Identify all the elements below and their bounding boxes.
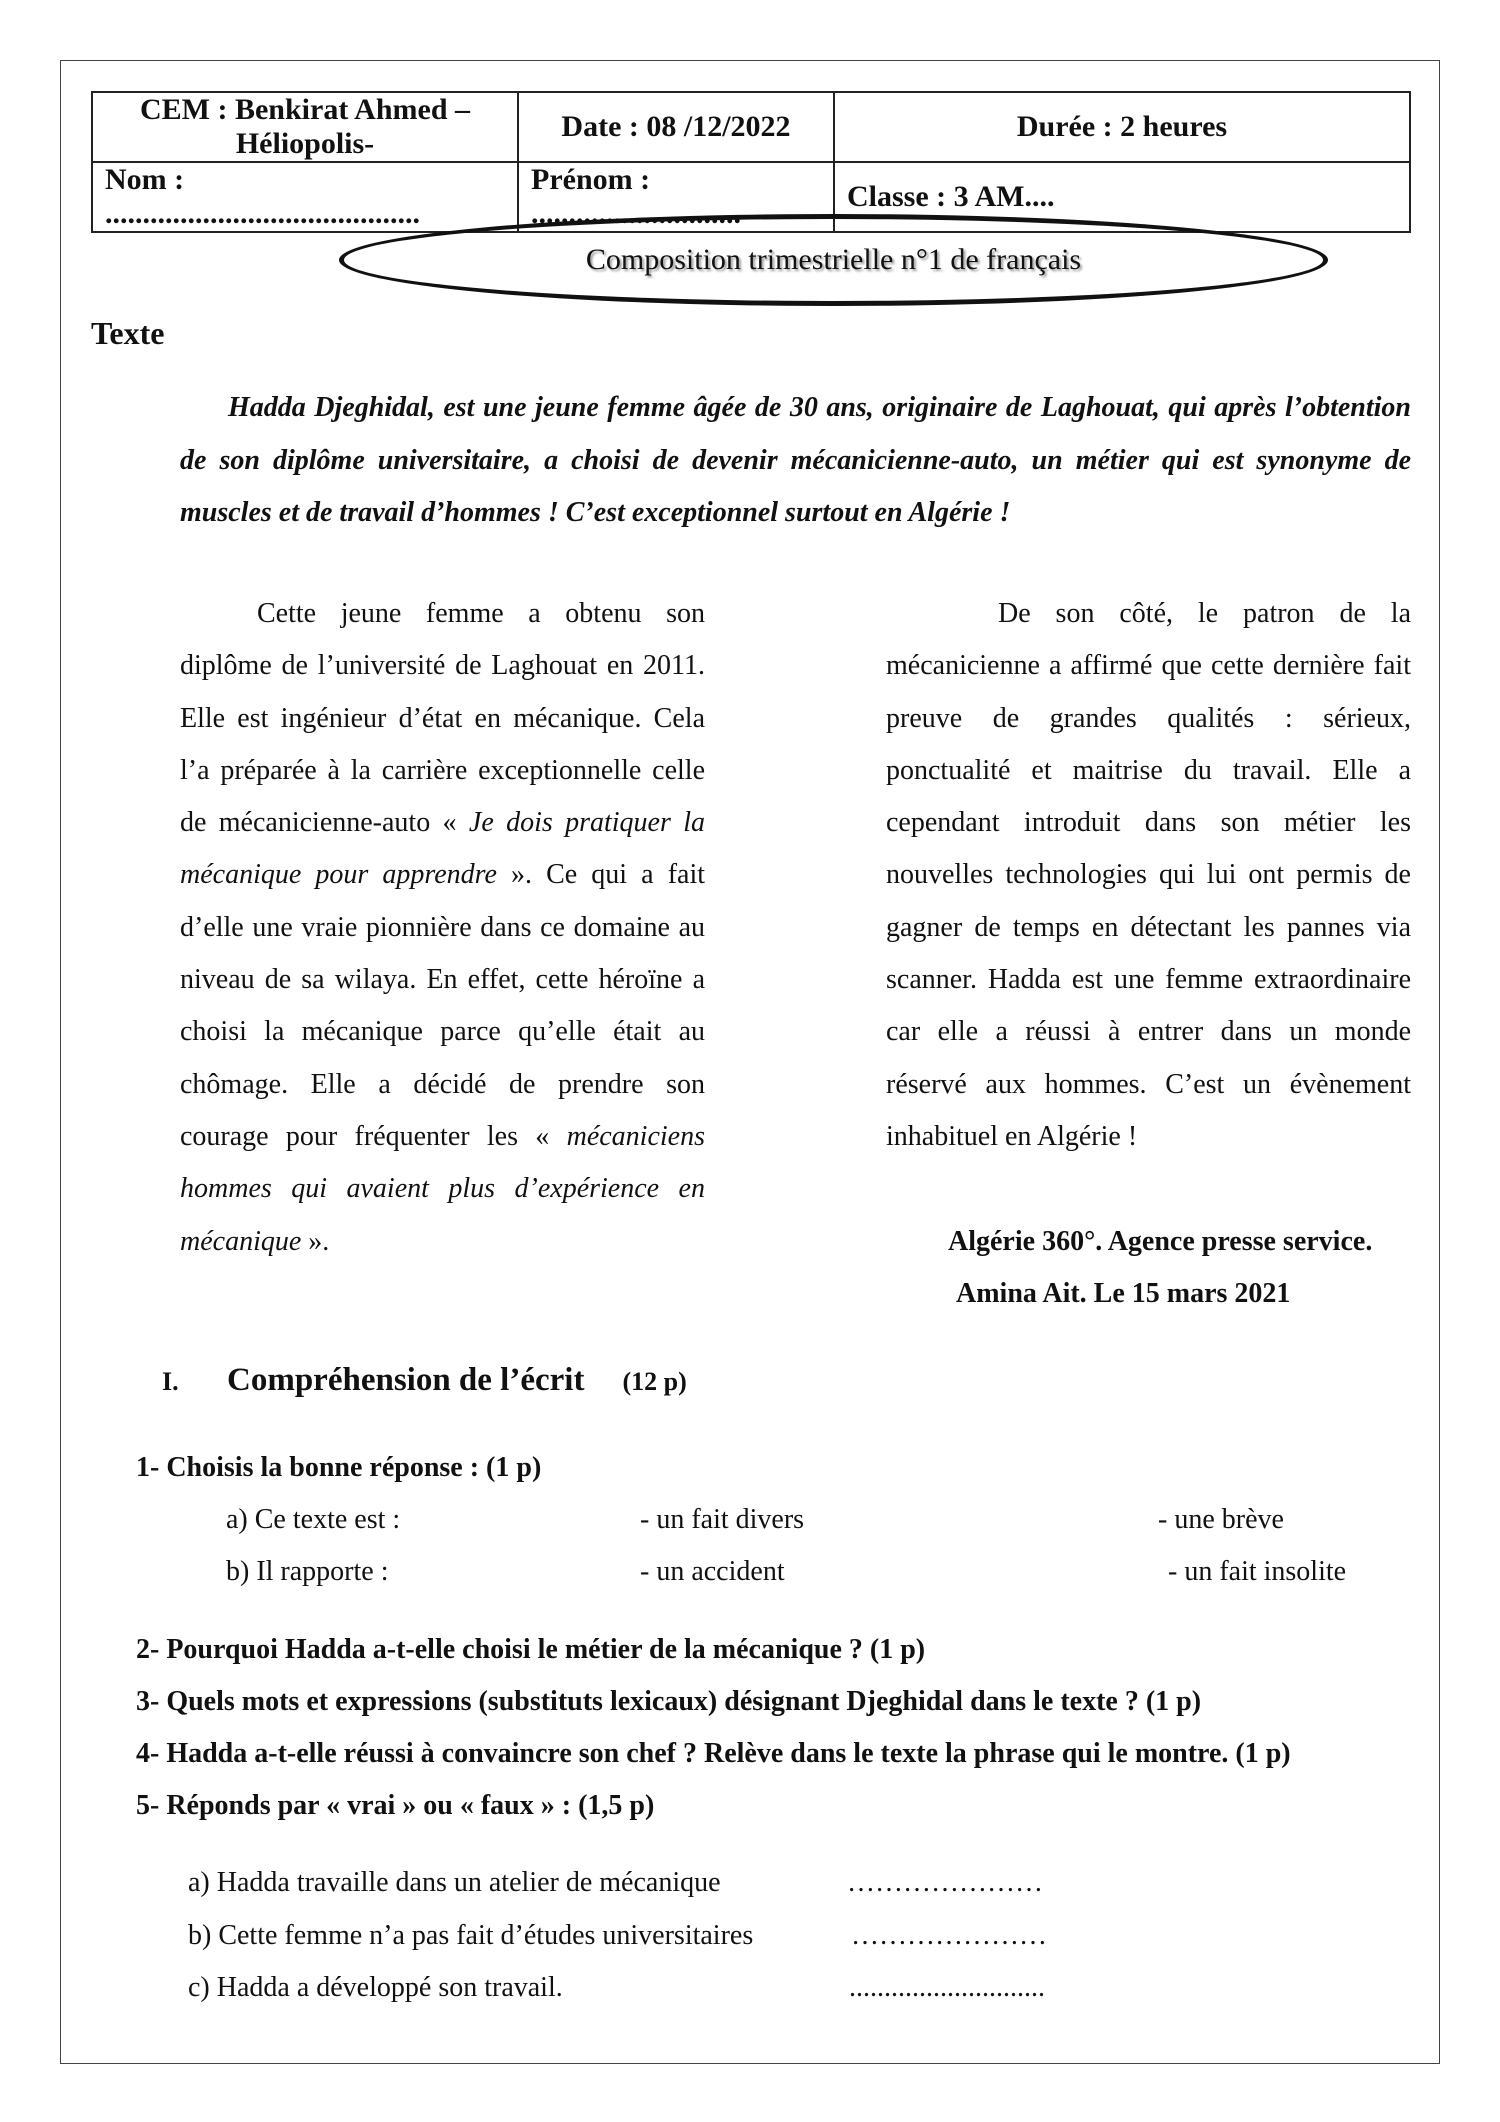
date-cell: Date : 08 /12/2022 [518, 92, 834, 162]
intro-paragraph: Hadda Djeghidal, est une jeune femme âgée de 30 ans, originaire de Laghouat, qui après l’obtention de son diplôme universitaire, a choisi de devenir mécanicienne-auto, un métier qui est synonyme de muscles et de travail d’hommes ! C’est exceptionnel surtout en Algérie ! [180, 392, 1411, 528]
source [886, 1216, 1411, 1320]
option[interactable]: - un accident [640, 1556, 785, 1587]
text-part: ». [301, 1225, 330, 1257]
true-false-item: c) Hadda a développé son travail. [188, 1972, 563, 2003]
firstname-field[interactable]: Prénom : ............................ [518, 162, 834, 232]
header-table [91, 91, 1411, 233]
true-false-item: b) Cette femme n’a pas fait d’études universitaires [188, 1920, 754, 1951]
answer-blank[interactable]: ………………… [851, 1920, 1047, 1951]
answer-blank[interactable]: ………………… [847, 1867, 1043, 1898]
q1a-label: a) Ce texte est : [226, 1504, 401, 1535]
text-part: ». Ce qui a fait d’elle une vraie pionnière dans ce domaine au niveau de sa wilaya. En effet, cette héroïne a choisi la mécanique parce qu’elle était au chômage. Elle a décidé de prendre son courage pour fréquenter les « [180, 859, 706, 1152]
exam-title [339, 214, 1328, 306]
question-4: 4- Hadda a-t-elle réussi à convaincre son chef ? Relève dans le texte la phrase qui le montre. (1 p) [136, 1738, 1291, 1769]
question-2: 2- Pourquoi Hadda a-t-elle choisi le métier de la mécanique ? (1 p) [136, 1634, 926, 1665]
option[interactable]: - un fait insolite [1168, 1556, 1347, 1587]
name-field[interactable]: Nom : .......................................... [92, 162, 518, 232]
duration-cell: Durée : 2 heures [834, 92, 1410, 162]
option[interactable]: - un fait divers [640, 1504, 805, 1535]
quote: mécaniciens hommes qui avaient plus d’expérience en mécanique [180, 1120, 705, 1257]
true-false-item: a) Hadda travaille dans un atelier de mécanique [188, 1867, 721, 1898]
q1b-label: b) Il rapporte : [226, 1556, 389, 1587]
quote: Je dois pratiquer la mécanique pour apprendre [180, 807, 705, 891]
text-part: Cette jeune femme a obtenu son diplôme de l’université de Laghouat en 2011. Elle est ingénieur d’état en mécanique. Cela l’a préparée à la carrière exceptionnelle celle de mécanicienne-auto « [180, 598, 705, 839]
left-column-text [180, 588, 705, 1268]
class-field[interactable]: Classe : 3 AM.... [834, 162, 1410, 232]
question-1: 1- Choisis la bonne réponse : (1 p) [136, 1452, 542, 1483]
section-points: (12 p) [622, 1367, 687, 1396]
question-3: 3- Quels mots et expressions (substituts lexicaux) désignant Djeghidal dans le texte ? (1 p) [136, 1686, 1202, 1717]
question-5: 5- Réponds par « vrai » ou « faux » : (1,5 p) [136, 1790, 655, 1821]
source-line: Amina Ait. Le 15 mars 2021 [956, 1278, 1291, 1309]
section-number: I. [162, 1367, 179, 1396]
exam-title-text: Composition trimestrielle n°1 de français [585, 243, 1082, 276]
section-heading [162, 1362, 687, 1399]
right-column-text: De son côté, le patron de la mécanicienne a affirmé que cette dernière fait preuve de grandes qualités : sérieux, ponctualité et maitrise du travail. Elle a cependant introduit dans son métier les nouvelles technologies qui lui ont permis de gagner de temps en détectant les pannes via scanner. Hadda est une femme extraordinaire car elle a réussi à entrer dans un monde réservé aux hommes. C’est un évènement inhabituel en Algérie ! [886, 598, 1411, 1152]
school-cell: CEM : Benkirat Ahmed –Héliopolis- [92, 92, 518, 162]
answer-blank[interactable]: ............................ [849, 1972, 1045, 2003]
option[interactable]: - une brève [1158, 1504, 1284, 1535]
source-line: Algérie 360°. Agence presse service. [948, 1226, 1373, 1257]
section-title: Compréhension de l’écrit [227, 1362, 585, 1398]
texte-heading: Texte [91, 315, 165, 351]
